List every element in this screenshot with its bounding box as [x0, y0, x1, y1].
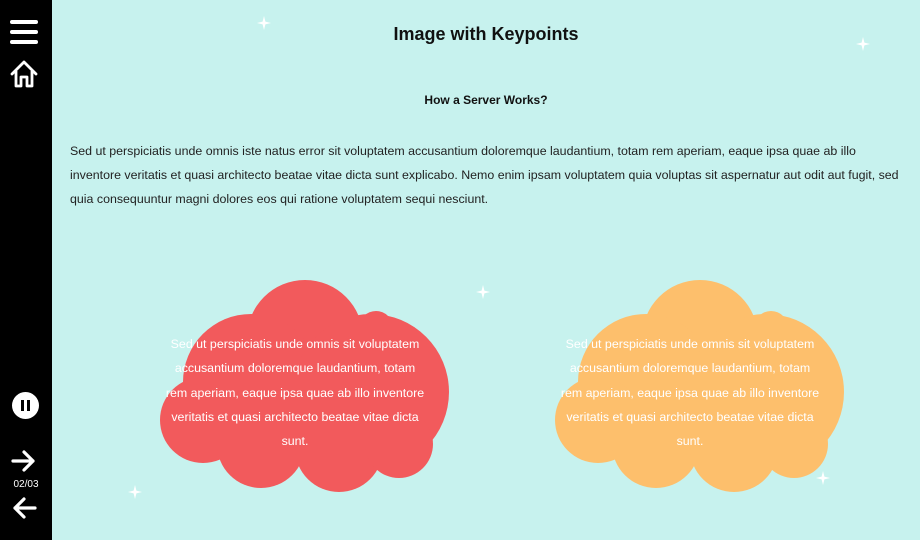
page-title: Image with Keypoints — [393, 24, 579, 44]
hamburger-menu-icon — [10, 20, 38, 24]
sparkle-icon — [476, 285, 490, 299]
keypoint-text-2: Sed ut perspiciatis unde omnis sit voluptatem accusantium doloremque laudantium, totam rem aperiam, eaque ipsa quae ab illo inventore veritatis et quasi architecto beatae vitae dicta sunt. — [560, 337, 820, 449]
previous-slide-button[interactable] — [11, 497, 37, 519]
keypoint-cloud-1 — [139, 268, 455, 496]
menu-button[interactable] — [10, 20, 38, 46]
pause-icon — [21, 400, 24, 411]
sidebar — [0, 0, 52, 540]
keypoint-cloud-2 — [534, 268, 850, 496]
page-counter: 02/03 — [13, 479, 39, 490]
next-slide-button[interactable] — [11, 450, 37, 472]
home-icon[interactable] — [9, 59, 39, 89]
intro-paragraph: Sed ut perspiciatis unde omnis iste natus error sit voluptatem accusantium doloremque laudantium, totam rem aperiam, eaque ipsa quae ab illo inventore veritatis et quasi architecto beatae vitae dicta sunt explicabo. Nemo enim ipsam voluptatem quia voluptas sit aspernatur aut odit aut fugit, sed quia consequuntur magni dolores eos qui ratione voluptatem sequi nesciunt. — [70, 144, 899, 206]
page-subtitle: How a Server Works? — [424, 93, 548, 107]
keypoint-text-1: Sed ut perspiciatis unde omnis sit voluptatem accusantium doloremque laudantium, totam rem aperiam, eaque ipsa quae ab illo inventore veritatis et quasi architecto beatae vitae dicta sunt. — [165, 337, 425, 449]
pause-button[interactable] — [12, 392, 39, 419]
slide-content — [52, 0, 920, 540]
